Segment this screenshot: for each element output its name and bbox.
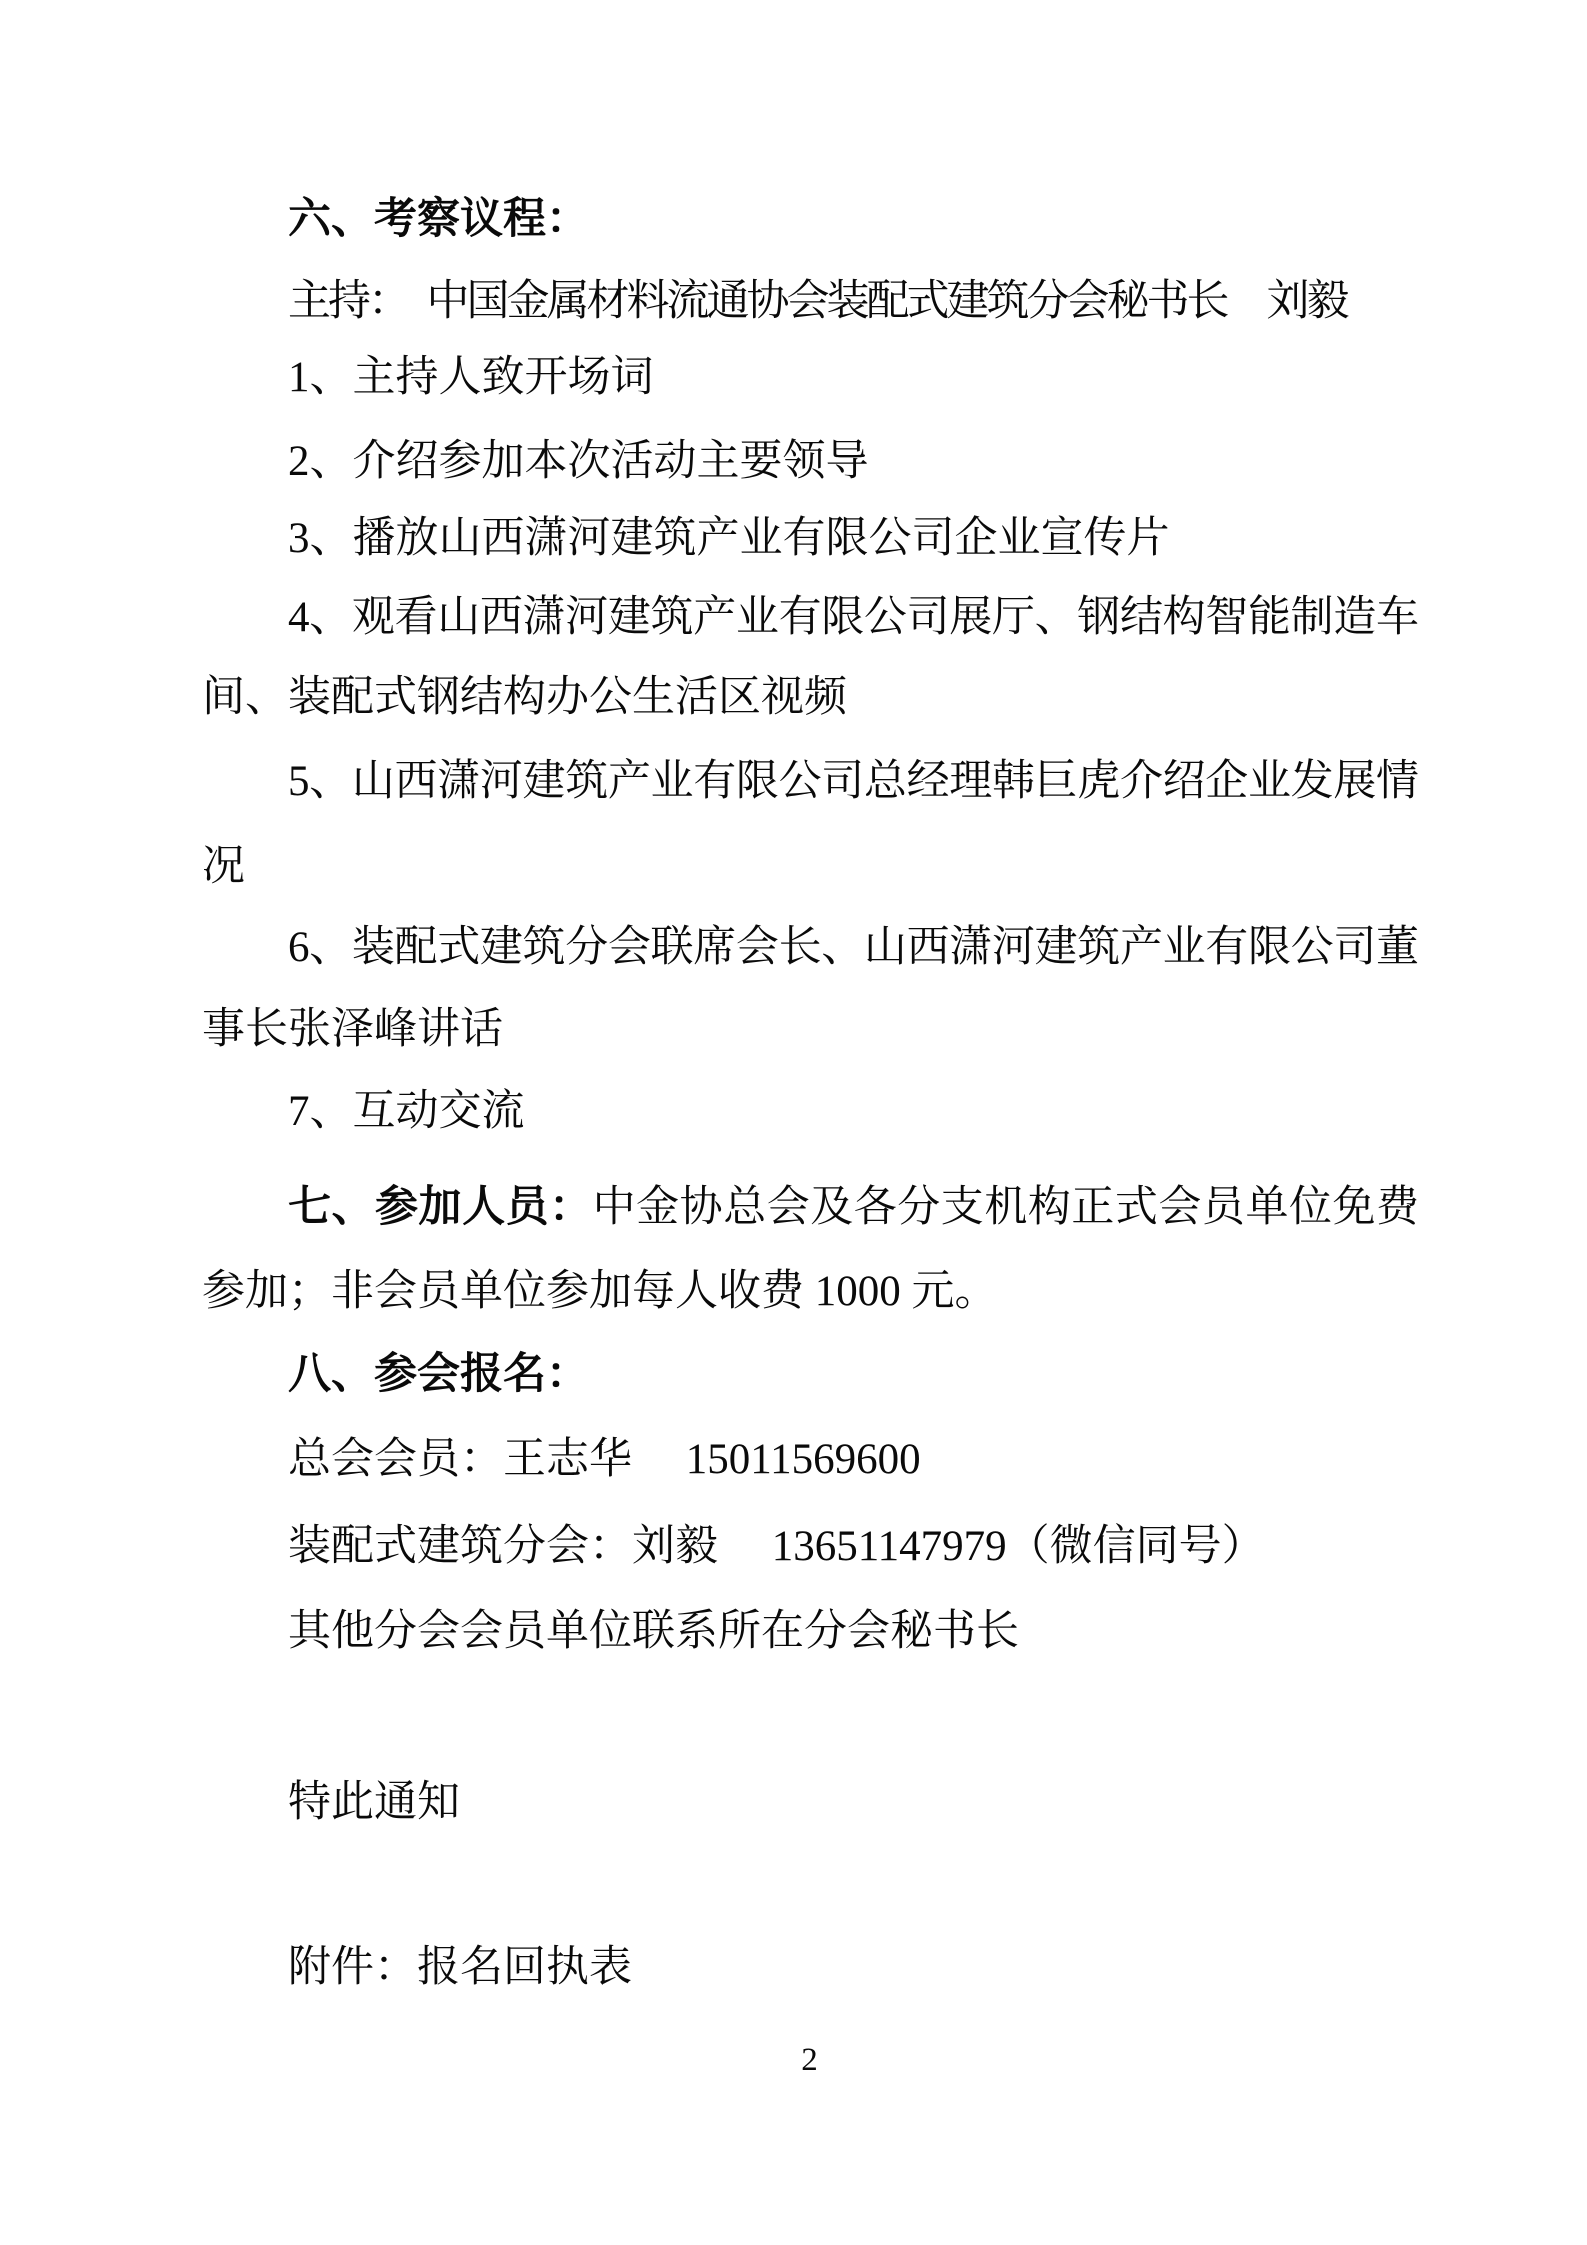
host-line: 主持： 中国金属材料流通协会装配式建筑分会秘书长 刘毅 bbox=[288, 278, 1347, 325]
section-seven-participants-line bbox=[202, 1181, 1417, 1234]
agenda-item-4-continuation: 间、装配式钢结构办公生活区视频 bbox=[202, 674, 847, 721]
section-eight-heading: 八、参会报名： bbox=[288, 1351, 589, 1398]
contact-prefab-branch: 装配式建筑分会：刘毅 13651147979（微信同号） bbox=[288, 1523, 1265, 1570]
agenda-item-5: 5、山西潇河建筑产业有限公司总经理韩巨虎介绍企业发展情 bbox=[288, 758, 1417, 805]
section-six-heading: 六、考察议程： bbox=[288, 196, 589, 243]
agenda-item-6-continuation: 事长张泽峰讲话 bbox=[202, 1006, 503, 1053]
closing-phrase: 特此通知 bbox=[288, 1779, 460, 1826]
agenda-item-4: 4、观看山西潇河建筑产业有限公司展厅、钢结构智能制造车 bbox=[288, 594, 1417, 641]
agenda-item-7: 7、互动交流 bbox=[288, 1088, 525, 1135]
agenda-item-2: 2、介绍参加本次活动主要领导 bbox=[288, 438, 869, 485]
participants-text: 中金协总会及各分支机构正式会员单位免费 bbox=[592, 1184, 1418, 1231]
participants-continuation: 参加；非会员单位参加每人收费 1000 元。 bbox=[202, 1268, 998, 1315]
agenda-item-5-continuation: 况 bbox=[202, 843, 245, 890]
agenda-item-1: 1、主持人致开场词 bbox=[288, 354, 654, 401]
page-number: 2 bbox=[801, 2042, 818, 2078]
contact-other-branches: 其他分会会员单位联系所在分会秘书长 bbox=[288, 1608, 1019, 1655]
section-seven-heading-label: 七、参加人员： bbox=[288, 1184, 593, 1231]
agenda-item-3: 3、播放山西潇河建筑产业有限公司企业宣传片 bbox=[288, 515, 1170, 562]
attachment-note: 附件：报名回执表 bbox=[288, 1944, 632, 1991]
agenda-item-6: 6、装配式建筑分会联席会长、山西潇河建筑产业有限公司董 bbox=[288, 924, 1417, 971]
contact-general-member: 总会会员：王志华 15011569600 bbox=[288, 1436, 921, 1483]
